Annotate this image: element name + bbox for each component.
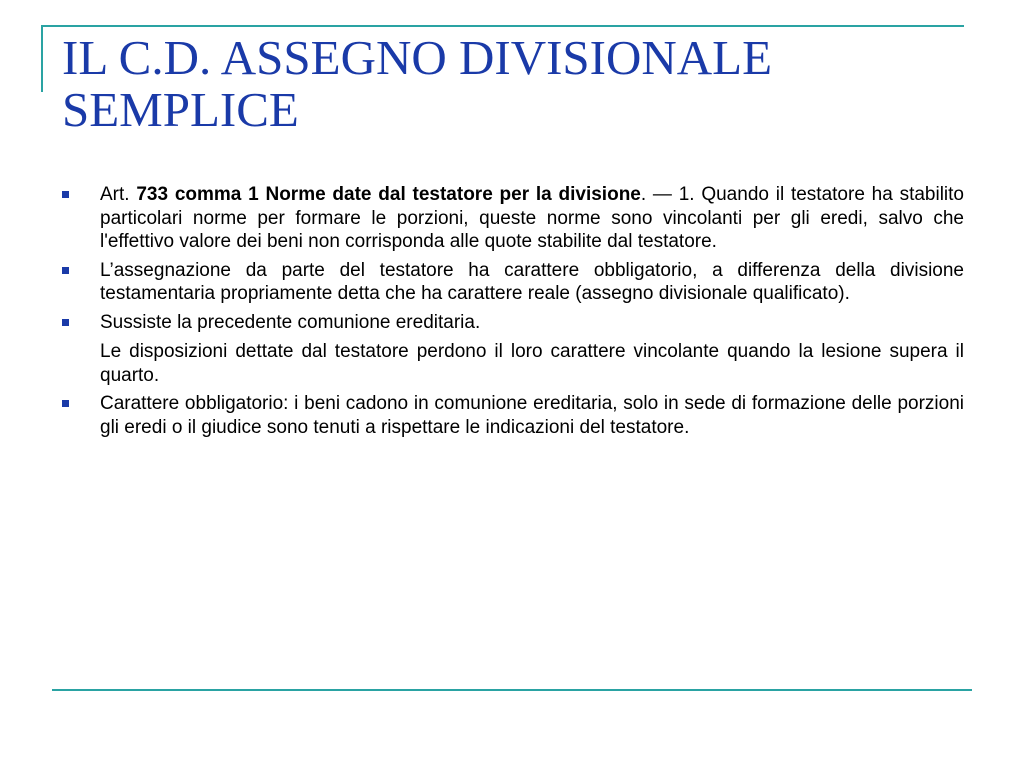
square-bullet-icon — [62, 267, 69, 274]
square-bullet-icon — [62, 400, 69, 407]
article-text: . — 1. Quando il testatore ha stabilito particolari norme per formare le porzioni, queste norme sono vincolanti per gli eredi, salvo che l'effettivo valore dei beni non corrisponda alle quote stabilite dal testatore. — [100, 184, 964, 252]
bullet-item-carattere-obbligatorio — [62, 392, 964, 439]
top-accent-line — [41, 25, 964, 27]
bullet-item-art-733 — [62, 183, 964, 254]
bullet-text: Carattere obbligatorio: i beni cadono in comunione ereditaria, solo in sede di formazione delle porzioni gli eredi o il giudice sono tenuti a rispettare le indicazioni del testatore. — [100, 393, 964, 438]
square-bullet-icon — [62, 319, 69, 326]
continuation-text: Le disposizioni dettate dal testatore perdono il loro carattere vincolante quando la lesione supera il quarto. — [100, 341, 964, 386]
slide-title: IL C.D. ASSEGNO DIVISIONALE SEMPLICE — [62, 30, 773, 137]
bullet-text: Sussiste la precedente comunione ereditaria. — [100, 311, 481, 333]
article-prefix: Art. — [100, 184, 137, 205]
square-bullet-icon — [62, 191, 69, 198]
bottom-accent-line — [52, 689, 972, 691]
bullet-item-comunione — [62, 311, 964, 335]
slide-body — [62, 183, 964, 444]
article-heading: 733 comma 1 Norme date dal testatore per la divisione — [136, 184, 641, 205]
continuation-paragraph — [62, 340, 964, 387]
bullet-text: L’assegnazione da parte del testatore ha carattere obbligatorio, a differenza della divisione testamentaria propriamente detta che ha carattere reale (assegno divisionale qualificato). — [100, 259, 964, 304]
bullet-item-assegnazione — [62, 259, 964, 306]
left-accent-line — [41, 26, 43, 92]
